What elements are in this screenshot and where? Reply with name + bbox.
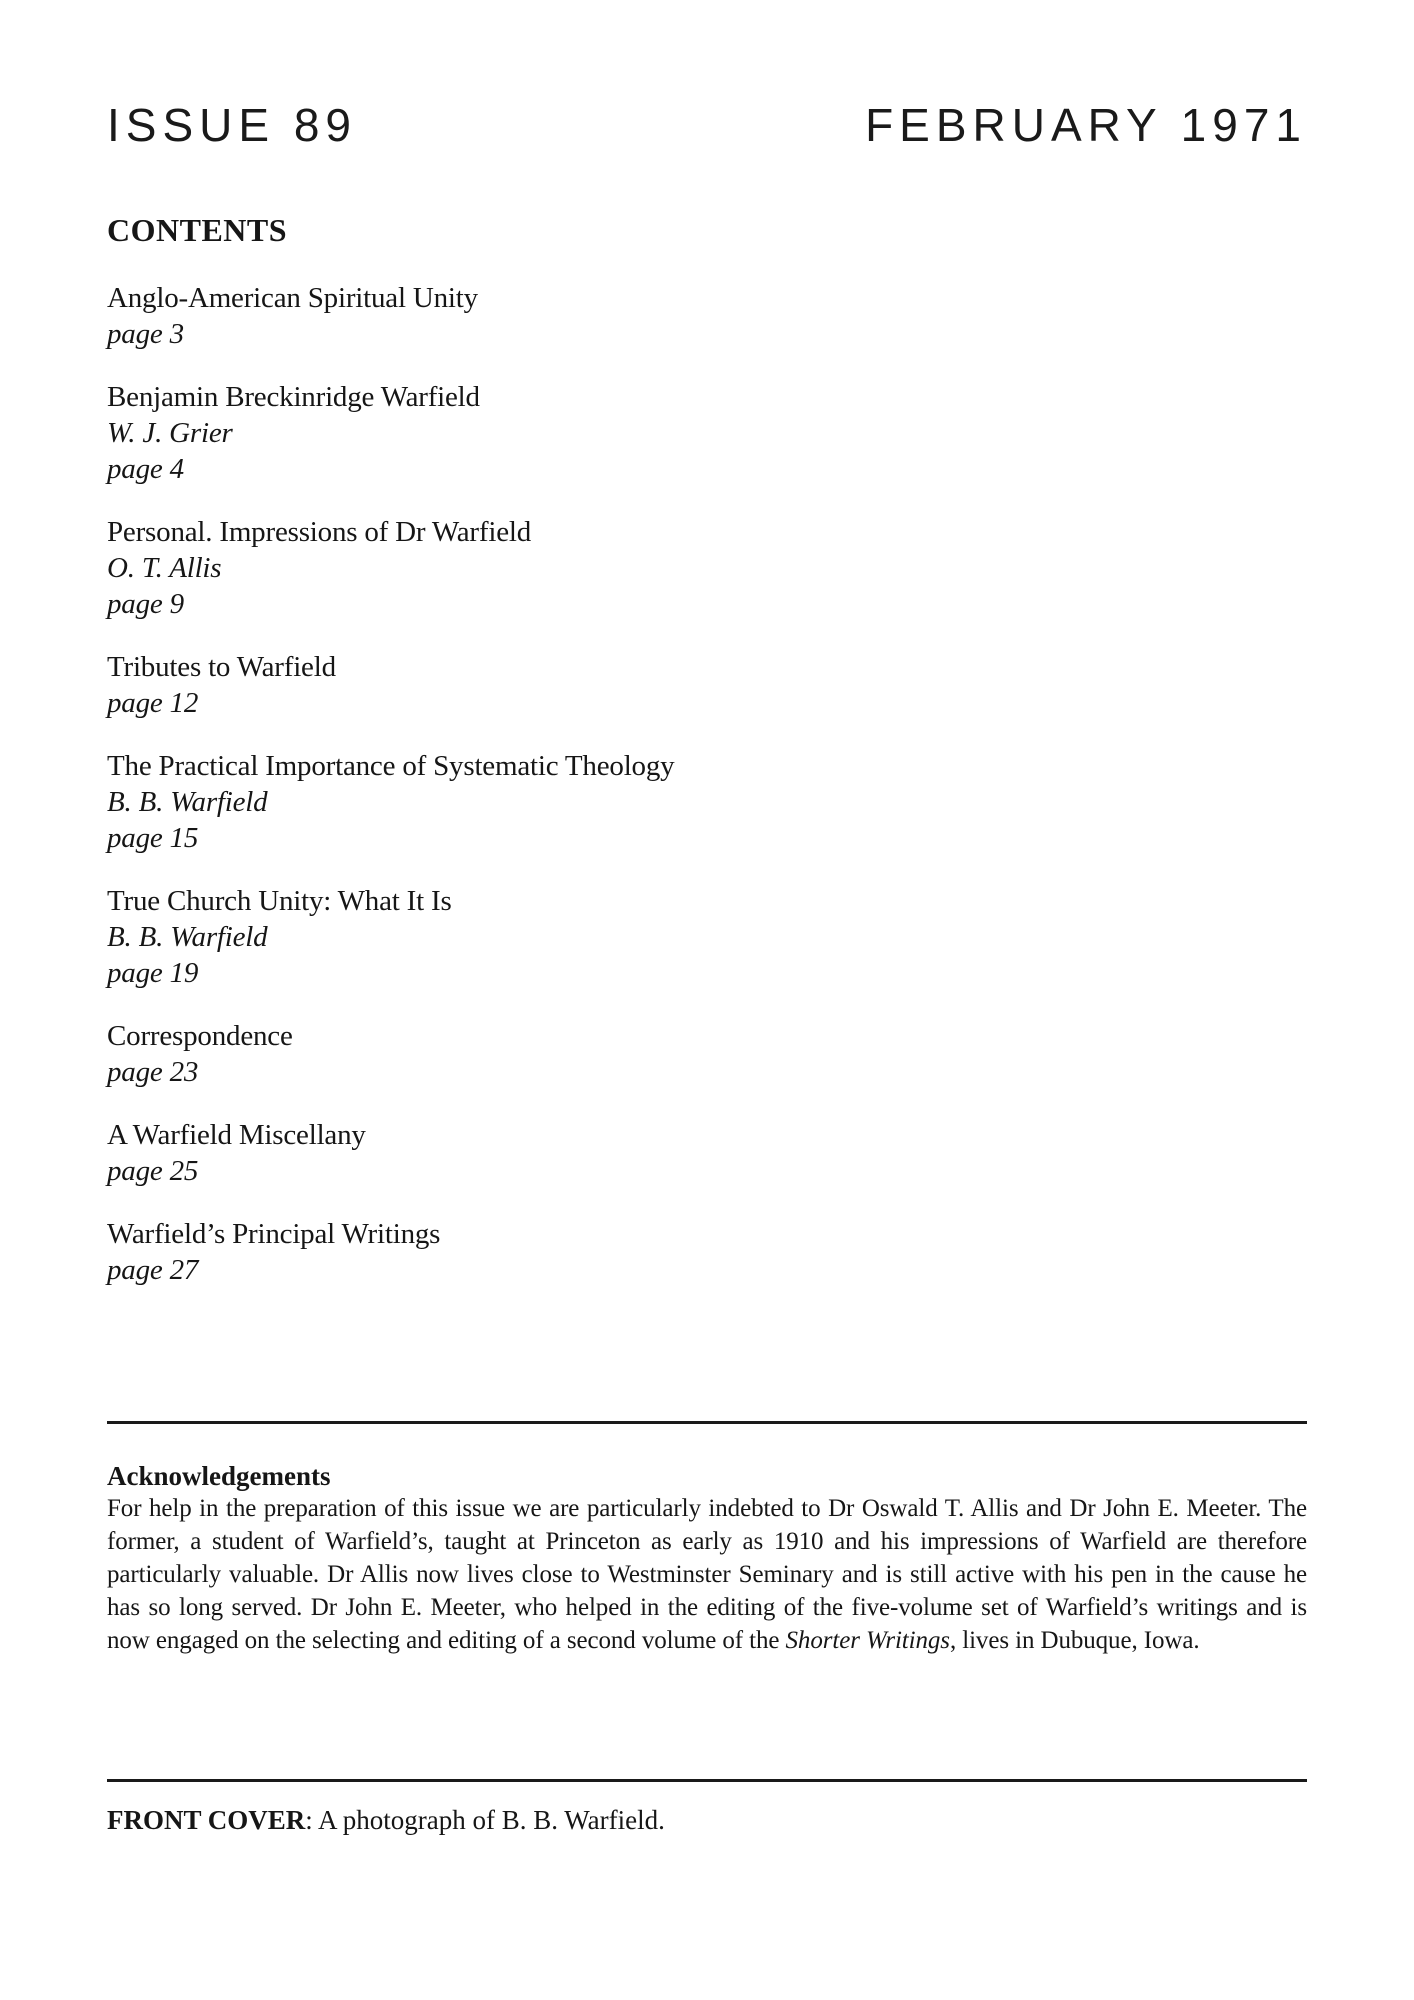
table-of-contents: [107, 280, 1307, 1288]
toc-entry: [107, 1018, 1307, 1090]
entry-title: Warfield’s Principal Writings: [107, 1218, 441, 1250]
acknowledgements-text-before: For help in the preparation of this issue we are particularly indebted to Dr Oswald T. Allis and Dr John E. Meeter. The former, a student of Warfield’s, taught at Princeton as early as 1910 and his impressions of Warfield are therefore particularly valuable. Dr Allis now lives close to Westminster Seminary and is still active with his pen in the cause he has so long served. Dr John E. Meeter, who helped in the editing of the five-volume set of Warfield’s writings and is now engaged on the selecting and editing of a second volume of the: [107, 1495, 1307, 1654]
entry-page: page 15: [107, 822, 199, 854]
masthead: [107, 99, 1307, 151]
entry-title: Benjamin Breckinridge Warfield: [107, 381, 480, 413]
toc-entry: [107, 649, 1307, 721]
toc-entry: [107, 883, 1307, 991]
entry-title: Correspondence: [107, 1020, 293, 1052]
acknowledgements-italic-phrase: Shorter Writings: [785, 1627, 950, 1654]
entry-title: True Church Unity: What It Is: [107, 885, 452, 917]
toc-entry: [107, 514, 1307, 622]
toc-entry: [107, 1117, 1307, 1189]
divider-bottom: [107, 1779, 1307, 1782]
entry-author: B. B. Warfield: [107, 921, 268, 953]
acknowledgements-text-after: , lives in Dubuque, Iowa.: [949, 1627, 1200, 1654]
toc-entry: [107, 280, 1307, 352]
entry-author: B. B. Warfield: [107, 786, 268, 818]
entry-page: page 3: [107, 318, 184, 350]
entry-page: page 9: [107, 588, 184, 620]
front-cover-label: FRONT COVER: [107, 1805, 306, 1835]
entry-page: page 19: [107, 957, 199, 989]
issue-number: ISSUE 89: [107, 99, 357, 151]
entry-author: W. J. Grier: [107, 417, 233, 449]
entry-page: page 23: [107, 1056, 199, 1088]
acknowledgements-heading: Acknowledgements: [107, 1461, 331, 1491]
entry-page: page 4: [107, 453, 184, 485]
entry-title: A Warfield Miscellany: [107, 1119, 366, 1151]
entry-author: O. T. Allis: [107, 552, 222, 584]
toc-entry: [107, 748, 1307, 856]
entry-title: Personal. Impressions of Dr Warfield: [107, 516, 532, 548]
entry-title: The Practical Importance of Systematic Theology: [107, 750, 675, 782]
acknowledgements-paragraph: [107, 1492, 1307, 1657]
entry-page: page 12: [107, 687, 199, 719]
entry-page: page 25: [107, 1155, 199, 1187]
entry-title: Anglo-American Spiritual Unity: [107, 282, 478, 314]
toc-entry: [107, 1216, 1307, 1288]
entry-page: page 27: [107, 1254, 199, 1286]
divider-top: [107, 1421, 1307, 1424]
front-cover-note: [107, 1804, 1307, 1837]
front-cover-text: : A photograph of B. B. Warfield.: [305, 1805, 665, 1835]
toc-entry: [107, 379, 1307, 487]
issue-date: FEBRUARY 1971: [865, 99, 1307, 151]
contents-heading: CONTENTS: [107, 212, 288, 248]
entry-title: Tributes to Warfield: [107, 651, 336, 683]
